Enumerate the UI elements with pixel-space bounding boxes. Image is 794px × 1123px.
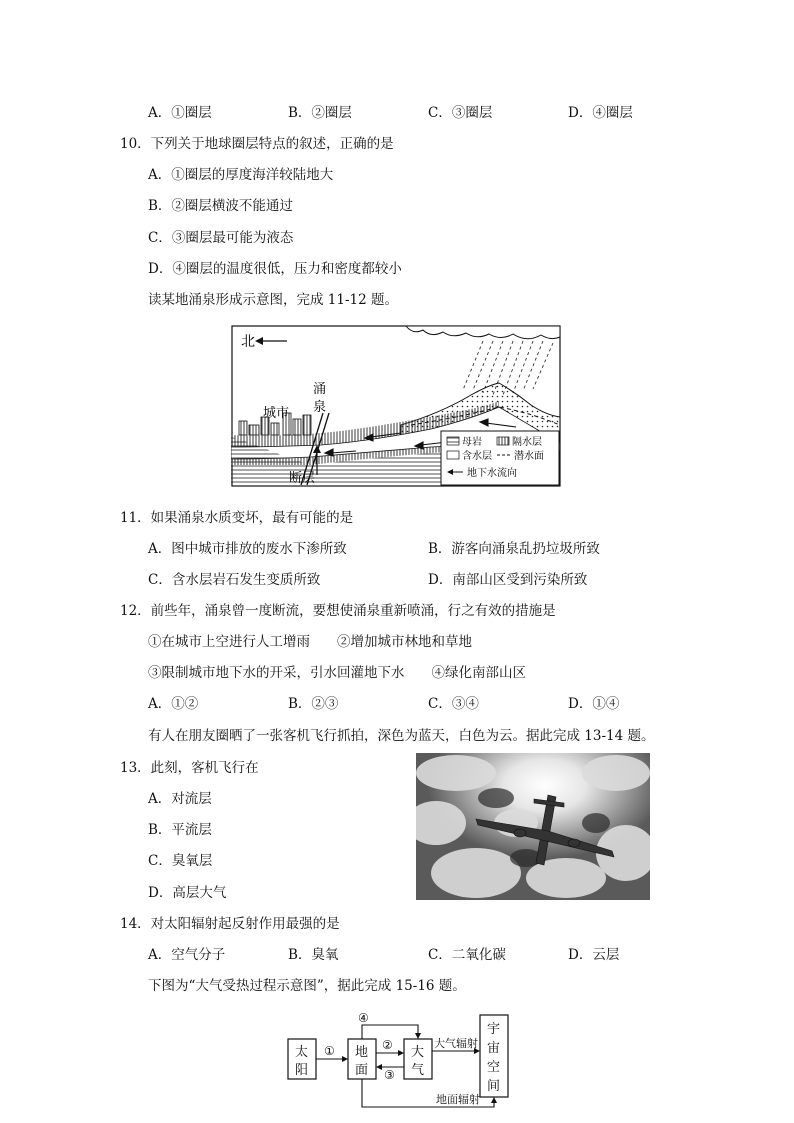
- legend-flow: 地下水流向: [467, 468, 517, 479]
- q14-stem: 14．对太阳辐射起反射作用最强的是: [120, 916, 340, 932]
- q13-stem: 13．此刻，客机飞行在: [120, 760, 259, 776]
- q9-option-a: A．①圈层: [148, 105, 212, 121]
- north-label: 北: [241, 334, 255, 350]
- mark-3: ③: [384, 1068, 395, 1082]
- q13-option-b: B．平流层: [148, 822, 212, 838]
- q11-option-b: B．游客向涌泉乱扔垃圾所致: [428, 541, 600, 557]
- q10-option-b: B．②圈层横波不能通过: [148, 198, 293, 214]
- space-label-3: 空: [487, 1060, 501, 1075]
- legend-aquiclude: 隔水层: [512, 437, 542, 448]
- q12-option-d: D．①④: [568, 696, 620, 712]
- q11-option-c: C．含水层岩石发生变质所致: [148, 572, 321, 588]
- intro-15-16: 下图为“大气受热过程示意图”，据此完成 15-16 题。: [148, 978, 466, 994]
- q11-option-d: D．南部山区受到污染所致: [428, 572, 588, 588]
- legend: [441, 431, 559, 485]
- fault-label: 断层: [289, 471, 316, 486]
- q12-option-a: A．①②: [148, 696, 199, 712]
- q14-option-d: D．云层: [568, 947, 620, 963]
- q12-option-b: B．②③: [288, 696, 339, 712]
- sun-label-1: 太: [295, 1045, 309, 1060]
- spring-label-1: 涌: [313, 382, 327, 397]
- q9-option-c: C．③圈层: [428, 105, 493, 121]
- mark-1: ①: [324, 1044, 335, 1058]
- space-label-1: 宇: [487, 1022, 501, 1037]
- q10-option-d: D．④圈层的温度很低，压力和密度都较小: [148, 261, 402, 277]
- space-label-4: 间: [487, 1079, 501, 1094]
- q13-option-a: A．对流层: [148, 791, 212, 807]
- q11-option-a: A．图中城市排放的废水下渗所致: [148, 541, 347, 557]
- sun-label-2: 阳: [295, 1063, 309, 1078]
- q14-option-a: A．空气分子: [148, 947, 226, 963]
- atmosphere-label-2: 气: [411, 1063, 425, 1078]
- intro-13-14: 有人在朋友圈晒了一张客机飞行抓拍，深色为蓝天，白色为云。据此完成 13-14 题。: [148, 728, 655, 744]
- spring-formation-diagram: [231, 325, 561, 487]
- q11-stem: 11．如果涌泉水质变坏，最有可能的是: [120, 510, 354, 526]
- q10-option-a: A．①圈层的厚度海洋较陆地大: [148, 167, 334, 183]
- ground-label-1: 地: [355, 1045, 369, 1060]
- ground-label-2: 面: [355, 1063, 369, 1078]
- q9-option-d: D．④圈层: [568, 105, 633, 121]
- q13-option-d: D．高层大气: [148, 885, 227, 901]
- q14-option-b: B．臭氧: [288, 947, 339, 963]
- q12-items-2: ③限制城市地下水的开采，引水回灌地下水 ④绿化南部山区: [148, 665, 526, 681]
- legend-aquifer: 含水层: [462, 451, 492, 462]
- city-label: 城市: [263, 406, 290, 421]
- legend-bedrock: 母岩: [462, 437, 482, 448]
- intro-11-12: 读某地涌泉形成示意图，完成 11-12 题。: [148, 292, 399, 308]
- atmosphere-heating-diagram: [286, 1011, 512, 1115]
- airplane-photo: [416, 753, 650, 900]
- q12-option-c: C．③④: [428, 696, 479, 712]
- mark-4: ④: [358, 1011, 369, 1025]
- ground-radiation-label: 地面辐射: [436, 1093, 480, 1106]
- q10-stem: 10．下列关于地球圈层特点的叙述，正确的是: [120, 136, 394, 152]
- q9-option-b: B．②圈层: [288, 105, 352, 121]
- q10-option-c: C．③圈层最可能为液态: [148, 230, 294, 246]
- mark-2: ②: [382, 1038, 393, 1052]
- q13-option-c: C．臭氧层: [148, 853, 213, 869]
- q12-items-1: ①在城市上空进行人工增雨 ②增加城市林地和草地: [148, 634, 472, 650]
- space-label-2: 宙: [487, 1041, 501, 1056]
- q12-stem: 12．前些年，涌泉曾一度断流，要想使涌泉重新喷涌，行之有效的措施是: [120, 603, 556, 619]
- spring-label-2: 泉: [313, 400, 327, 415]
- atm-radiation-label: 大气辐射: [434, 1037, 478, 1050]
- atmosphere-label-1: 大: [411, 1045, 425, 1060]
- q14-option-c: C．二氧化碳: [428, 947, 506, 963]
- legend-water-table: 潜水面: [514, 451, 544, 462]
